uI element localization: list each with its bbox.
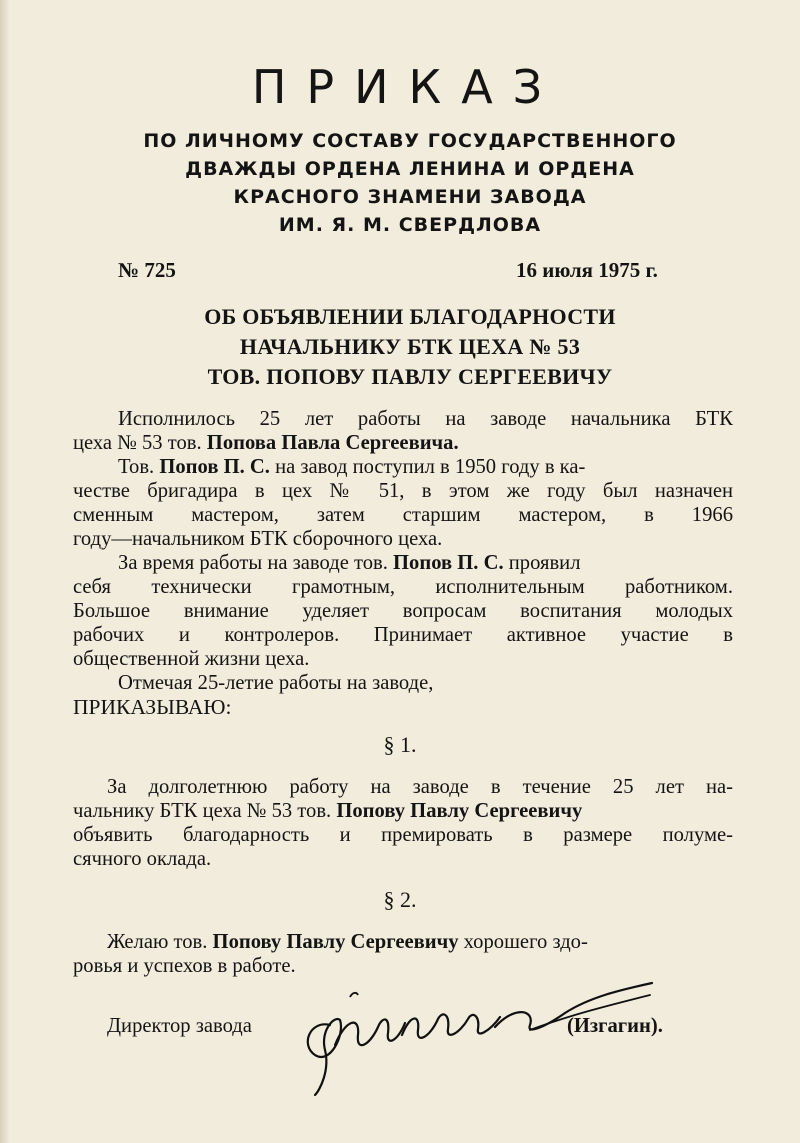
header-line-3: КРАСНОГО ЗНАМЕНИ ЗАВОДА xyxy=(233,186,587,208)
text-run: проявил xyxy=(503,552,581,574)
person-name: Попов П. С. xyxy=(159,456,270,478)
handwritten-signature xyxy=(290,975,670,1105)
document-title: ПРИКАЗ xyxy=(251,60,563,114)
body-line: Большое внимание уделяет вопросам воспитания молодых xyxy=(73,600,733,622)
body-line xyxy=(73,431,733,455)
body-line xyxy=(73,799,733,823)
body-line: Исполнилось 25 лет работы на заводе начальника БТК xyxy=(118,408,733,430)
order-number: № 725 xyxy=(118,258,176,282)
text-run: на завод поступил в 1950 году в ка- xyxy=(269,456,586,478)
person-name: Попов П. С. xyxy=(393,552,504,574)
text-run: Тов. xyxy=(118,456,160,478)
body-line: объявить благодарность и премировать в размере полуме- xyxy=(73,824,733,846)
header-line-4: ИМ. Я. М. СВЕРДЛОВА xyxy=(278,214,542,236)
body-line: сячного оклада. xyxy=(73,848,212,870)
subject-line-3: ТОВ. ПОПОВУ ПАВЛУ СЕРГЕЕВИЧУ xyxy=(207,364,613,389)
person-name: Попову Павлу Сергеевичу xyxy=(212,931,459,953)
body-line: общественной жизни цеха. xyxy=(73,648,310,670)
body-line: честве бригадира в цех № 51, в этом же году был назначен xyxy=(73,480,733,502)
subject-line-1: ОБ ОБЪЯВЛЕНИИ БЛАГОДАРНОСТИ xyxy=(204,304,616,329)
subject-line-2: НАЧАЛЬНИКУ БТК ЦЕХА № 53 xyxy=(239,334,581,359)
signatory-name: (Изгагин). xyxy=(567,1015,663,1037)
body-line: Отмечая 25-летие работы на заводе, xyxy=(118,672,434,694)
body-line xyxy=(107,930,733,954)
body-line: году—начальником БТК сборочного цеха. xyxy=(73,528,443,550)
section-1-heading: § 1. xyxy=(383,732,417,757)
body-line: сменным мастером, затем старшим мастером, в 1966 xyxy=(73,504,733,526)
text-run: Желаю тов. xyxy=(107,931,213,953)
body-line: За долголетнюю работу на заводе в течение 25 лет на- xyxy=(107,776,733,798)
section-2-heading: § 2. xyxy=(383,887,417,912)
person-name: Попова Павла Сергеевича. xyxy=(206,432,459,454)
body-line xyxy=(118,455,733,479)
body-line: рабочих и контролеров. Принимает активное участие в xyxy=(73,624,733,646)
header-line-1: ПО ЛИЧНОМУ СОСТАВУ ГОСУДАРСТВЕННОГО xyxy=(143,130,677,152)
header-line-2: ДВАЖДЫ ОРДЕНА ЛЕНИНА И ОРДЕНА xyxy=(185,158,635,180)
signature-label: Директор завода xyxy=(107,1015,252,1037)
text-run: хорошего здо- xyxy=(458,931,588,953)
person-name: Попову Павлу Сергеевичу xyxy=(336,800,583,822)
order-word: ПРИКАЗЫВАЮ: xyxy=(73,695,232,719)
order-date: 16 июля 1975 г. xyxy=(516,258,658,282)
body-line: себя технически грамотным, исполнительным работником. xyxy=(73,576,733,598)
body-line xyxy=(118,551,733,575)
text-run: За время работы на заводе тов. xyxy=(118,552,394,574)
text-run: чальнику БТК цеха № 53 тов. xyxy=(73,800,337,822)
text-run: цеха № 53 тов. xyxy=(73,432,207,454)
body-line: ровья и успехов в работе. xyxy=(73,955,296,977)
